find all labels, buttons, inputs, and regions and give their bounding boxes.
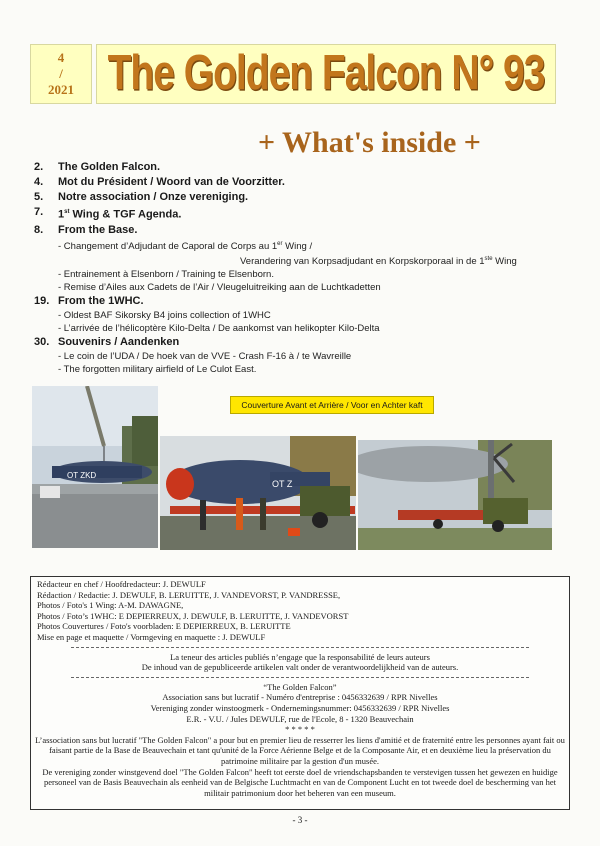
page-number: - 3 - [292,815,308,825]
disclaimer-fr: La teneur des articles publiés n’engage que la responsabilité de leurs auteurs [170,651,430,662]
toc-entry: 7. 1st Wing & TGF Agenda. [34,206,182,221]
toc-subentry: - Remise d’Ailes aux Cadets de l’Air / Vleugeluitreiking aan de Luchtkadetten [58,281,381,293]
issue-separator: / [59,66,63,81]
toc-subentry: Verandering van Korpsadjudant en Korpskorporaal in de 1ste Wing [240,255,517,267]
photo-2-registration: OT Z [272,479,293,489]
toc-subentry: - L’arrivée de l’hélicoptère Kilo-Delta / De aankomst van helikopter Kilo-Delta [58,322,380,334]
toc-entry: 30. Souvenirs / Aandenken [34,335,180,348]
issue-number: 4 [57,50,65,65]
org-line: Vereniging zonder winstoogmerk - Ondernemingsnummer: 0456332639 / RPR Nivelles [150,702,450,713]
photo-aircraft-trailer [358,440,552,550]
photo-helicopter-truck [160,436,356,550]
photo-crane-helicopter [32,386,158,548]
credit-line: Rédaction / Redactie: J. DEWULF, B. LERUITTE, J. VANDEVORST, P. VANDRESSE, [37,589,341,600]
toc-subentry: - Changement d’Adjudant de Caporal de Corps au 1er Wing / [58,240,313,252]
credits-box [30,576,570,810]
title-banner [96,44,556,104]
credit-line: Photos Couvertures / Foto's voorbladen: E DEPIERREUX, B. LERUITTE [37,621,291,632]
credit-line: Mise en page et maquette / Vormgeving en maquette : J. DEWULF [37,631,266,642]
stars-divider: * * * * * [285,724,315,735]
mission-nl: De vereniging zonder winstgevend doel "The Golden Falcon" heeft tot eerste doel de vriendschapsbanden te verstevigen tussen het gewezen en huidige personeel van de Basis Beauvechain als eenheid van de Belgische Luchtmacht en van de Component Lucht en tot tweede doel de bescherming van het militair patrimonium door het beheren van een museum. [42,766,558,798]
org-line: E.R. - V.U. / Jules DEWULF, rue de l'Ecole, 8 - 1320 Beauvechain [186,713,414,724]
issue-year: 2021 [48,82,74,97]
toc-subentry: - Entrainement à Elsenborn / Training te Elsenborn. [58,268,274,280]
disclaimer-nl: De inhoud van de gepubliceerde artikelen valt onder de verantwoordelijkheid van de auteurs. [141,662,459,673]
toc-subentry: - The forgotten military airfield of Le Culot East. [58,363,257,375]
toc-entry: 2. The Golden Falcon. [34,161,161,173]
divider [71,677,529,678]
toc-subentry: - Oldest BAF Sikorsky B4 joins collection of 1WHC [58,309,271,321]
toc-entry: 5. Notre association / Onze vereniging. [34,191,249,203]
toc-entry: 8. From the Base. [34,223,138,236]
mission-fr: L’association sans but lucratif "The Golden Falcon" a pour but en premier lieu de resserrer les liens d'amitié et de fraternité entre les personnes ayant fait ou faisant partie de la Base de Beauvechain et tant qu'unité de la Force Aérienne Belge et de la Composante Air, et en deuxième lieu la préservation du patrimoine militaire par la gestion d'un musée. [35,734,565,766]
org-name: “The Golden Falcon” [263,681,337,692]
org-line: Association sans but lucratif - Numéro d'entreprise : 0456332639 / RPR Nivelles [162,692,438,703]
toc-entry: 4. Mot du Président / Woord van de Voorzitter. [34,176,285,188]
credit-line: Photos / Foto’s 1WHC: E DEPIERREUX, J. DEWULF, B. LERUITTE, J. VANDEVORST [37,610,349,621]
photo-1-registration: OT ZKD [67,471,97,480]
divider [71,647,529,648]
whats-inside-heading: + What's inside + [258,126,481,159]
table-of-contents [34,160,574,376]
credit-line: Photos / Foto's 1 Wing: A-M. DAWAGNE, [37,600,184,611]
cover-label: Couverture Avant et Arrière / Voor en Achter kaft [230,396,434,414]
issue-box [30,44,92,104]
credit-line: Rédacteur en chef / Hoofdredacteur: J. DEWULF [37,579,206,589]
magazine-title: The Golden Falcon N° 93 [107,46,545,101]
toc-subentry: - Le coin de l’UDA / De hoek van de VVE - Crash F-16 à / te Wavreille [58,350,352,362]
toc-entry: 19. From the 1WHC. [34,294,144,307]
